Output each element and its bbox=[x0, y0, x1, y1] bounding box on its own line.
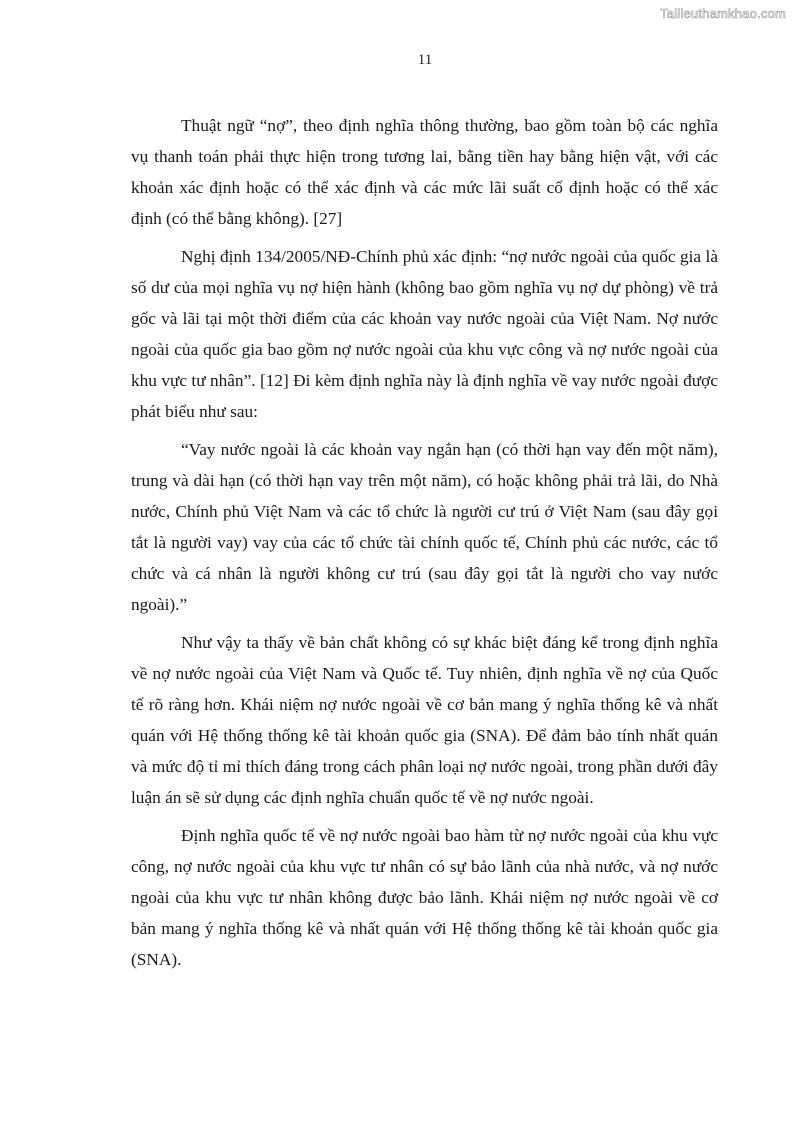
paragraph-foreign-borrowing-quote: “Vay nước ngoài là các khoản vay ngắn hạn (có thời hạn vay đến một năm), trung và dài hạn (có thời hạn vay trên một năm), có hoặc không phải trả lãi, do Nhà nước, Chính phủ Việt Nam và các tổ chức là người cư trú ở Việt Nam (sau đây gọi tắt là người vay) vay của các tổ chức tài chính quốc tế, Chính phủ các nước, các tổ chức và cá nhân là người không cư trú (sau đây gọi tắt là người cho vay nước ngoài).” bbox=[131, 440, 718, 614]
document-body bbox=[131, 110, 718, 982]
paragraph-decree-134-definition: Nghị định 134/2005/NĐ-Chính phủ xác định: “nợ nước ngoài của quốc gia là số dư của mọi nghĩa vụ nợ hiện hành (không bao gồm nghĩa vụ nợ dự phòng) về trả gốc và lãi tại một thời điểm của các khoản vay nước ngoài của Việt Nam. Nợ nước ngoài của quốc gia bao gồm nợ nước ngoài của khu vực công và nợ nước ngoài của khu vực tư nhân”. [12] Đi kèm định nghĩa này là định nghĩa về vay nước ngoài được phát biểu như sau: bbox=[131, 247, 718, 421]
page-number: 11 bbox=[417, 52, 433, 68]
paragraph-debt-term-definition: Thuật ngữ “nợ”, theo định nghĩa thông thường, bao gồm toàn bộ các nghĩa vụ thanh toán phải thực hiện trong tương lai, bằng tiền hay bằng hiện vật, với các khoản xác định hoặc có thể xác định và các mức lãi suất cố định hoặc có thể xác định (có thể bằng không). [27] bbox=[131, 116, 718, 228]
paragraph-international-definition: Định nghĩa quốc tế về nợ nước ngoài bao hàm từ nợ nước ngoài của khu vực công, nợ nước ngoài của khu vực tư nhân có sự bảo lãnh của nhà nước, và nợ nước ngoài của khu vực tư nhân không được bảo lãnh. Khái niệm nợ nước ngoài về cơ bản mang ý nghĩa thống kê và nhất quán với Hệ thống thống kê tài khoản quốc gia (SNA). bbox=[131, 826, 718, 969]
watermark-text: Tailieuthamkhao.com bbox=[660, 6, 786, 21]
paragraph-comparison: Như vậy ta thấy về bản chất không có sự khác biệt đáng kể trong định nghĩa về nợ nước ngoài của Việt Nam và Quốc tế. Tuy nhiên, định nghĩa về nợ của Quốc tế rõ ràng hơn. Khái niệm nợ nước ngoài về cơ bản mang ý nghĩa thống kê và nhất quán với Hệ thống thống kê tài khoản quốc gia (SNA). Để đảm bảo tính nhất quán và mức độ tỉ mỉ thích đáng trong cách phân loại nợ nước ngoài, trong phần dưới đây luận án sẽ sử dụng các định nghĩa chuẩn quốc tế về nợ nước ngoài. bbox=[131, 633, 718, 807]
